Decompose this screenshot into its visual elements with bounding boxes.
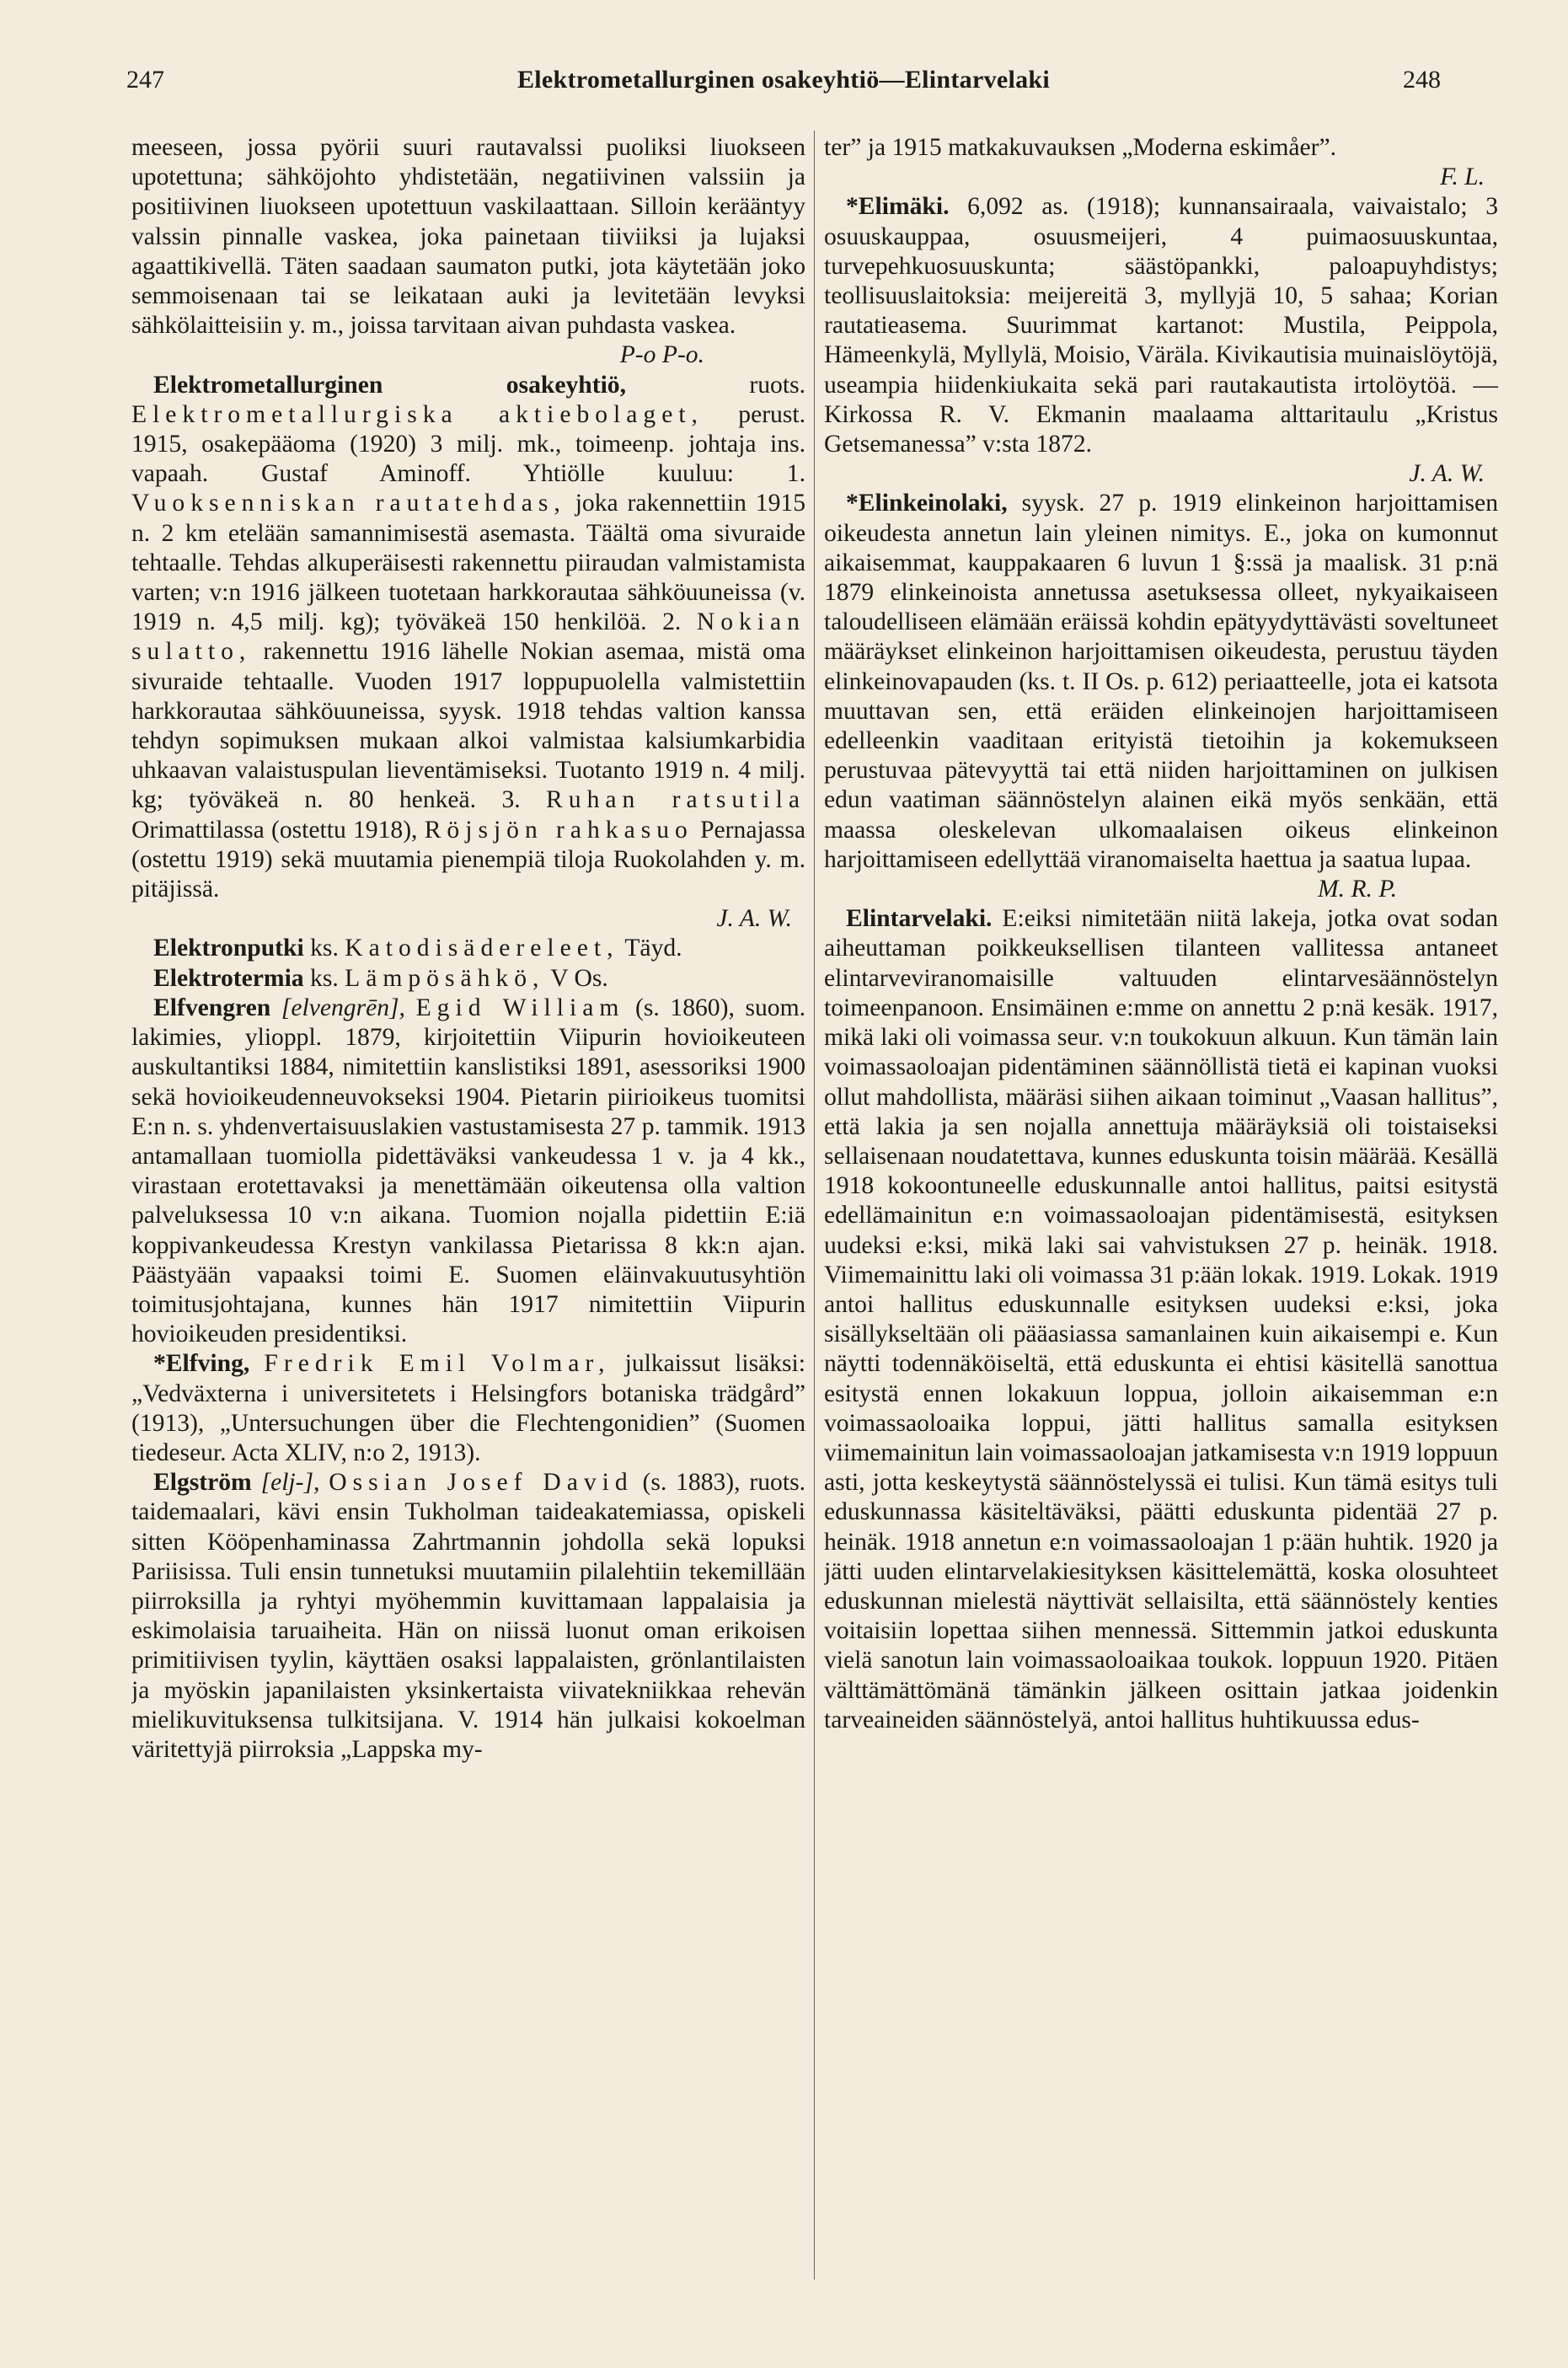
running-title: Elektrometallurginen osakeyhtiö—Elintarvelaki: [516, 66, 1051, 94]
entry-headword: Elintarvelaki.: [846, 905, 993, 933]
entry-headword: Elfvengren: [153, 994, 271, 1021]
entry-signature: M. R. P.: [1318, 876, 1397, 903]
entry-spaced-term: Röjsjön rahkasuo: [424, 816, 693, 844]
entry-headword: *Elimäki.: [846, 193, 950, 221]
page-number-left: 247: [126, 66, 164, 94]
entry-text: [824, 133, 1498, 192]
entry-elektrometallurginen: [131, 371, 805, 935]
entry-pronunciation: [elj-],: [260, 1469, 320, 1497]
entry-spaced-term: Ruhan ratsutila: [546, 786, 805, 814]
entry-spaced-term: Lämpösähkö,: [345, 964, 545, 992]
entry-headword: *Elfving,: [153, 1350, 250, 1378]
entry-spaced-term: Katodisädereleet,: [345, 935, 619, 962]
entry-headword: Elektrometallurginen osakeyhtiö,: [153, 371, 626, 399]
entry-body: rakennettu 1916 lähelle Nokian asemaa, mistä oma sivuraide tehtaalle. Vuoden 1917 loppupuolella valmistettiin harkkorautaa sähköuuneissa, syysk. 1918 tehdas valtion kanssa tehdyn sopimuksen mukaan alkoi valmistaa kalsiumkarbidia uhkaavan valaistuspulan lieventämiseksi. Tuotanto 1919 n. 4 milj. kg; työväkeä n. 80 henkeä. 3.: [131, 638, 805, 814]
entry-body: ruots.: [749, 371, 805, 399]
entry-elintarvelaki: [824, 904, 1498, 1735]
entry-signature: F. L.: [1440, 163, 1485, 191]
entry-body: Orimattilassa (ostettu 1918),: [131, 816, 418, 844]
column-divider: [814, 131, 815, 2280]
right-column: [824, 133, 1498, 2316]
entry-elfving: [131, 1349, 805, 1468]
entry-spaced-term: Egid William: [415, 994, 625, 1021]
entry-spaced-term: Fredrik Emil Volmar,: [264, 1350, 611, 1378]
entry-elimaki: [824, 192, 1498, 489]
entry-body: (s. 1860), suom. lakimies, ylioppl. 1879, kirjoitettiin Viipurin hovioikeuteen auskultantiksi 1884, nimitettiin kanslistiksi 1891, asessoriksi 1900 sekä hovioikeudenneuvokseksi 1904. Pietarin piirioikeus tuomitsi E:n n. s. yhdenvertaisuuslakien vastustamisesta 27 p. tammik. 1913 antamallaan tuomiolla pidettäväksi vankeudessa 1 v. ja 4 kk., virastaan erotettavaksi ja menettämään oikeutensa olla valtion palveluksessa 10 v:n aikana. Tuomion nojalla pidettiin E:iä koppivankeudessa Krestyn vankilassa Pietarissa 8 kk:n ajan. Päästyään vapaaksi toimi E. Suomen eläinvakuutusyhtiön toimitusjohtajana, kunnes hän 1917 nimitettiin Viipurin hovioikeuden presidentiksi.: [131, 994, 805, 1348]
entry-body: meeseen, jossa pyörii suuri rautavalssi puoliksi liuokseen upotettuna; sähköjohto yhdistetään, negatiivinen valssiin ja positiivinen liuokseen upotettuun vaskilaattaan. Silloin kerääntyy valssin pinnalle vaskea, joka painetaan tiiviiksi ja lujaksi agaattikivellä. Täten saadaan saumaton putki, jota käytetään joko semmoisenaan tai se leikataan auki ja levitetään levyksi sähkölaitteisiin y. m., joissa tarvitaan aivan puhdasta vaskea.: [131, 134, 805, 340]
page-header: [126, 66, 1441, 108]
entry-body: julkaissut lisäksi: „Vedväxterna i universitetets i Helsingfors botaniska trädgård” (1913), „Untersuchungen über die Flechtengonidien” (Suomen tiedeseur. Acta XLIV, n:o 2, 1913).: [131, 1350, 805, 1466]
entry-body: ks.: [310, 964, 339, 992]
entry-signature: P-o P-o.: [619, 341, 704, 369]
entry-elgstrom: [131, 1468, 805, 1765]
entry-spaced-term: Ossian Josef David: [329, 1469, 634, 1497]
entry-body: Täyd.: [624, 935, 682, 962]
entry-pronunciation: [elvengrēn],: [281, 994, 405, 1021]
entry-text: [131, 133, 805, 371]
entry-body: ter” ja 1915 matkakuvauksen „Moderna eskimåer”.: [824, 134, 1337, 161]
entry-body: (s. 1883), ruots. taidemaalari, kävi ensin Tukholman taideakatemiassa, opiskeli sitten Kööpenhaminassa Zahrtmannin johdolla sekä lopuksi Pariisissa. Tuli ensin tunnetuksi muutamiin pilalehtiin tekemillään piirroksilla ja ryhtyi myöhemmin kuvittamaan lappalaisia ja eskimolaisia taruaiheita. Hän on niissä luonut oman erikoisen primitiivisen tyylin, käyttäen osaksi lappalaisten, grönlantilaisten ja myöskin japanilaisten yksinkertaista viivatekniikkaa rehevän mielikuvituksensa tulkitsijana. V. 1914 hän julkaisi kokoelman väritettyjä piirroksia „Lappska my-: [131, 1469, 805, 1763]
entry-headword: Elgström: [153, 1469, 252, 1497]
entry-body: ks.: [310, 935, 339, 962]
entry-signature: J. A. W.: [1409, 460, 1485, 488]
entry-spaced-term: Elektrometallurgiska aktiebolaget,: [131, 400, 704, 428]
entry-spaced-term: Nokian sulatto,: [131, 608, 805, 666]
entry-spaced-term: Vuoksenniskan rautatehdas,: [131, 490, 566, 517]
entry-headword: *Elinkeinolaki,: [846, 490, 1008, 517]
entry-body: perust. 1915, osakepääoma (1920) 3 milj. mk., toimeenp. johtaja ins. vapaah. Gustaf Aminoff. Yhtiölle kuuluu: 1.: [131, 400, 805, 488]
entry-elektronputki: [131, 934, 805, 963]
entry-body: Pernajassa (ostettu 1919) sekä muutamia pienempiä tiloja Ruokolahden y. m. pitäjissä.: [131, 816, 805, 903]
entry-headword: Elektronputki: [153, 935, 304, 962]
entry-body: V Os.: [550, 964, 608, 992]
entry-headword: Elektrotermia: [153, 964, 304, 992]
entry-elfvengren: [131, 994, 805, 1349]
entry-body: 6,092 as. (1918); kunnansairaala, vaivaistalo; 3 osuuskauppaa, osuusmeijeri, 4 puimaosuuskuntaa, turvepehkuosuuskunta; säästöpankki, paloapuyhdistys; teollisuuslaitoksia: meijereitä 3, myllyjä 10, 5 sahaa; Korian rautatieasema. Suurimmat kartanot: Mustila, Peippola, Hämeenkylä, Myllylä, Moisio, Väräla. Kivikautisia muinaislöytöjä, useampia hiidenkiukaita sekä pari rautakautista irtolöytöä. — Kirkossa R. V. Ekmanin maalaama alttaritaulu „Kristus Getsemanessa” v:sta 1872.: [824, 193, 1498, 458]
entry-elinkeinolaki: [824, 489, 1498, 904]
entry-body: syysk. 27 p. 1919 elinkeinon harjoittamisen oikeudesta annetun lain yleinen nimitys. E., joka on kumonnut aikaisemmat, kauppakaaren 6 luvun 1 §:ssä ja maalisk. 31 p:nä 1879 elinkeinoista annetussa asetuksessa olleet, nykyaikaiseen taloudelliseen elämään eräissä kohdin epätyydyttävästi soveltuneet määräykset elinkeinon harjoittamisen oikeudesta, perustuu täyden elinkeinovapauden (ks. t. II Os. p. 612) periaatteelle, jota ei katsota muuttavan sen, että eräiden elinkeinojen harjoittamiseen edelleenkin vaaditaan erityistä tietoihin ja kokemukseen perustuvaa pätevyyttä tai että niiden harjoittaminen on julkisen edun vaatiman säännöstelyn alainen eikä myös senkään, että maassa oleskelevan ulkomaalaisen oikeus elinkeinon harjoittamiseen edellyttää viranomaiselta haettua ja saatua lupaa.: [824, 490, 1498, 873]
left-column: [131, 133, 805, 2316]
entry-elektrotermia: [131, 964, 805, 994]
page-number-right: 248: [1403, 66, 1441, 94]
entry-body: E:eiksi nimitetään niitä lakeja, jotka ovat sodan aiheuttaman poikkeuksellisen tilanteen vallitessa antaneet elintarveviranomaisille valtuuden elintarvesäännöstelyn toimeenpanoon. Ensimäinen e:mme on annettu 2 p:nä kesäk. 1917, mikä laki oli voimassa seur. v:n toukokuun alkuun. Kun tämän lain voimassaoloajan pidentäminen säännöllistä tietä ei kapinan vuoksi ollut mahdollista, määräsi siihen aikaan toiminut „Vaasan hallitus”, että lakia ja sen nojalla annettuja määräyksiä oli toistaiseksi sellaisenaan noudatettava, kunnes eduskunta toisin määrää. Kesällä 1918 kokoontuneelle eduskunnalle antoi hallitus, paitsi esitystä edellämainitun e:n voimassaoloajan pidentämisestä, esityksen uudeksi e:ksi, mikä laki sai vahvistuksen 27 p. heinäk. 1918. Viimemainittu laki oli voimassa 31 p:ään lokak. 1919. Lokak. 1919 antoi hallitus eduskunnalle esityksen uudeksi e:ksi, joka sisällykseltään oli pääasiassa samanlainen kuin aikaisempi e. Kun näytti todennäköiseltä, että eduskunta ei ehtisi käsitellä sanottua esitystä ennen lokakuun loppua, jolloin aikaisemman e:n voimassaoloaika loppui, jätti hallitus samalla esityksen viimemainitun lain voimassaoloajan jatkamisesta v:n 1919 loppuun asti, jotta keskeytystä säännöstelyssä ei tulisi. Kun tämä esitys tuli eduskunnassa käsiteltäväksi, päätti eduskunta pidentää 27 p. heinäk. 1918 annetun e:n voimassaoloajan 1 p:ään huhtik. 1920 ja jätti uuden elintarvelakiesityksen käsittelemättä, koska olosuhteet eduskunnan mielestä näyttivät sellaisilta, että säännöstely kenties voitaisiin lopettaa siihen mennessä. Sittemmin jatkoi eduskunta vielä sanotun lain voimassaoloaikaa toukok. loppuun 1920. Pitäen välttämättömänä tämänkin jälkeen osittain jatkaa joidenkin tarveaineiden säännöstelyä, antoi hallitus huhtikuussa edus-: [824, 905, 1498, 1733]
entry-body: joka rakennettiin 1915 n. 2 km etelään samannimisestä asemasta. Täältä oma sivuraide tehtaalle. Tehdas alkuperäisesti rakennettu piiraudan valmistamista varten; v:n 1916 jälkeen tuotetaan harkkorautaa sähköuuneissa (v. 1919 n. 4,5 milj. kg); työväkeä 150 henkilöä. 2.: [131, 490, 805, 636]
entry-signature: J. A. W.: [716, 905, 792, 933]
